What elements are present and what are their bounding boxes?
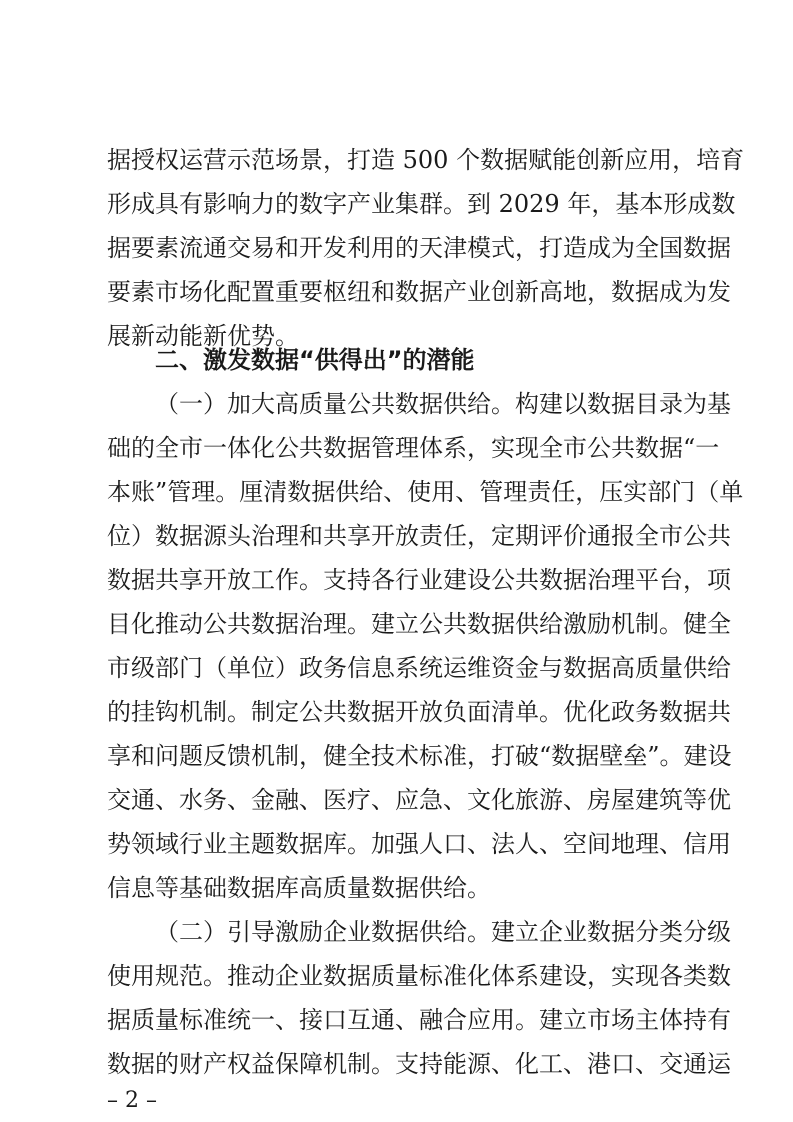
paragraph-line: 础的全市一体化公共数据管理体系，实现全市公共数据“一 <box>107 434 720 462</box>
paragraph-line: 数据的财产权益保障机制。支持能源、化工、港口、交通运 <box>107 1050 731 1078</box>
paragraph-line: 形成具有影响力的数字产业集群。到 2029 年，基本形成数 <box>107 190 736 218</box>
paragraph-line: 要素市场化配置重要枢纽和数据产业创新高地，数据成为发 <box>107 278 731 306</box>
paragraph-line: 据质量标准统一、接口互通、融合应用。建立市场主体持有 <box>107 1006 731 1034</box>
page-number: – 2 – <box>107 1088 157 1113</box>
paragraph-line: （二）引导激励企业数据供给。建立企业数据分类分级 <box>155 918 731 946</box>
paragraph-line: 展新动能新优势。 <box>107 322 299 350</box>
paragraph-line: 本账”管理。厘清数据供给、使用、管理责任，压实部门（单 <box>107 478 744 506</box>
section-heading: 二、激发数据“供得出”的潜能 <box>155 346 475 374</box>
paragraph-line: 市级部门（单位）政务信息系统运维资金与数据高质量供给 <box>107 654 731 682</box>
paragraph-line: 的挂钩机制。制定公共数据开放负面清单。优化政务数据共 <box>107 698 731 726</box>
paragraph-line: 目化推动公共数据治理。建立公共数据供给激励机制。健全 <box>107 610 731 638</box>
paragraph-line: 势领域行业主题数据库。加强人口、法人、空间地理、信用 <box>107 830 731 858</box>
paragraph-line: 数据共享开放工作。支持各行业建设公共数据治理平台，项 <box>107 566 731 594</box>
paragraph-line: 信息等基础数据库高质量数据供给。 <box>107 874 491 902</box>
paragraph-line: 使用规范。推动企业数据质量标准化体系建设，实现各类数 <box>107 962 731 990</box>
paragraph-line: 据要素流通交易和开发利用的天津模式，打造成为全国数据 <box>107 234 731 262</box>
paragraph-line: （一）加大高质量公共数据供给。构建以数据目录为基 <box>155 390 731 418</box>
paragraph-line: 享和问题反馈机制，健全技术标准，打破“数据壁垒”。建设 <box>107 742 732 770</box>
paragraph-line: 交通、水务、金融、医疗、应急、文化旅游、房屋建筑等优 <box>107 786 731 814</box>
paragraph-line: 据授权运营示范场景，打造 500 个数据赋能创新应用，培育 <box>107 146 745 174</box>
paragraph-line: 位）数据源头治理和共享开放责任，定期评价通报全市公共 <box>107 522 731 550</box>
